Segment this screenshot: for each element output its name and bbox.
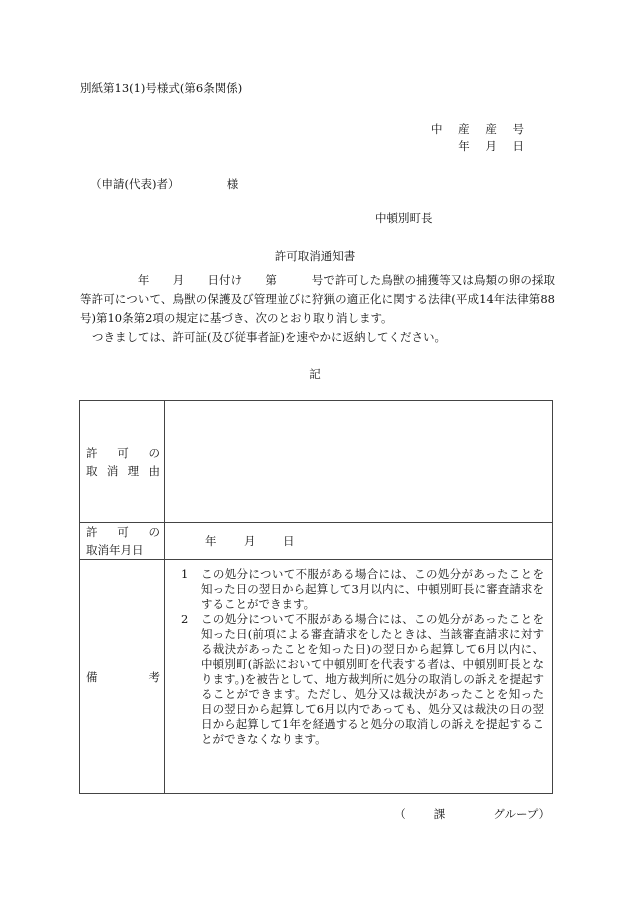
footer-section: 課 bbox=[433, 807, 446, 821]
addressee bbox=[90, 176, 238, 192]
footer-open-paren: （ bbox=[394, 807, 406, 821]
reason-header bbox=[80, 401, 165, 523]
reason-header-line1: 許 可 の bbox=[86, 445, 160, 460]
department-footer bbox=[394, 806, 550, 822]
table-row-remarks bbox=[80, 560, 553, 794]
note-number: 1 bbox=[181, 567, 189, 581]
document-date: 年 月 日 bbox=[458, 139, 530, 153]
date-header-line1: 許 可 の bbox=[86, 525, 160, 539]
reason-header-line2: 取 消 理 由 bbox=[86, 463, 160, 478]
date-header bbox=[80, 523, 165, 560]
addressee-honorific: 様 bbox=[226, 177, 239, 191]
reason-value-cell[interactable] bbox=[165, 401, 553, 523]
notice-title: 許可取消通知書 bbox=[274, 249, 356, 263]
addressee-label: （申請(代表)者） bbox=[90, 177, 180, 191]
note-item bbox=[171, 612, 544, 747]
body-paragraph-1: 年 月 日付け 第 号で許可した鳥獣の捕獲等又は鳥類の卵の採取等許可について、鳥獣の保護及び管理並びに狩猟の適正化に関する法律(平成14年法律第88号)第10条第2項の規定に基づき、次のとおり取り消します。 bbox=[80, 273, 555, 325]
record-table bbox=[79, 400, 553, 794]
date-value-cell[interactable] bbox=[165, 523, 553, 560]
form-title: 別紙第13(1)号様式(第6条関係) bbox=[80, 81, 243, 95]
ki-heading: 記 bbox=[309, 367, 321, 381]
note-text: この処分について不服がある場合には、この処分があったことを知った日の翌日から起算して3月以内に、中頓別町長に審査請求をすることができます。 bbox=[201, 567, 544, 611]
table-row-reason bbox=[80, 401, 553, 523]
body-paragraph-2: つきましては、許可証(及び従事者証)を速やかに返納してください。 bbox=[92, 330, 446, 344]
notice-body bbox=[80, 271, 555, 347]
remarks-header: 備 考 bbox=[80, 560, 165, 794]
remarks-cell bbox=[165, 560, 553, 794]
issuer-name: 中頓別町長 bbox=[375, 211, 433, 225]
note-item bbox=[171, 567, 544, 612]
date-header-line2: 取消年月日 bbox=[86, 543, 144, 557]
note-text: この処分について不服がある場合には、この処分があったことを知った日(前項による審査請求をしたときは、当該審査請求に対する裁決があったことを知った日)の翌日から起算して6月以内に、中頓別町(訴訟において中頓別町を代表する者は、中頓別町長となります。)を被告として、地方裁判所に処分の取消しの訴えを提起することができます。ただし、処分又は裁決があったことを知った日の翌日から起算して6月以内であっても、処分又は裁決の日の翌日から起算して1年を経過すると処分の取消しの訴えを提起することができなくなります。 bbox=[201, 612, 544, 746]
document-number: 中 産 産 号 bbox=[431, 122, 530, 136]
table-row-date bbox=[80, 523, 553, 560]
footer-group: グループ） bbox=[493, 807, 550, 821]
note-number: 2 bbox=[181, 612, 189, 626]
revocation-date: 年 月 日 bbox=[205, 534, 303, 548]
